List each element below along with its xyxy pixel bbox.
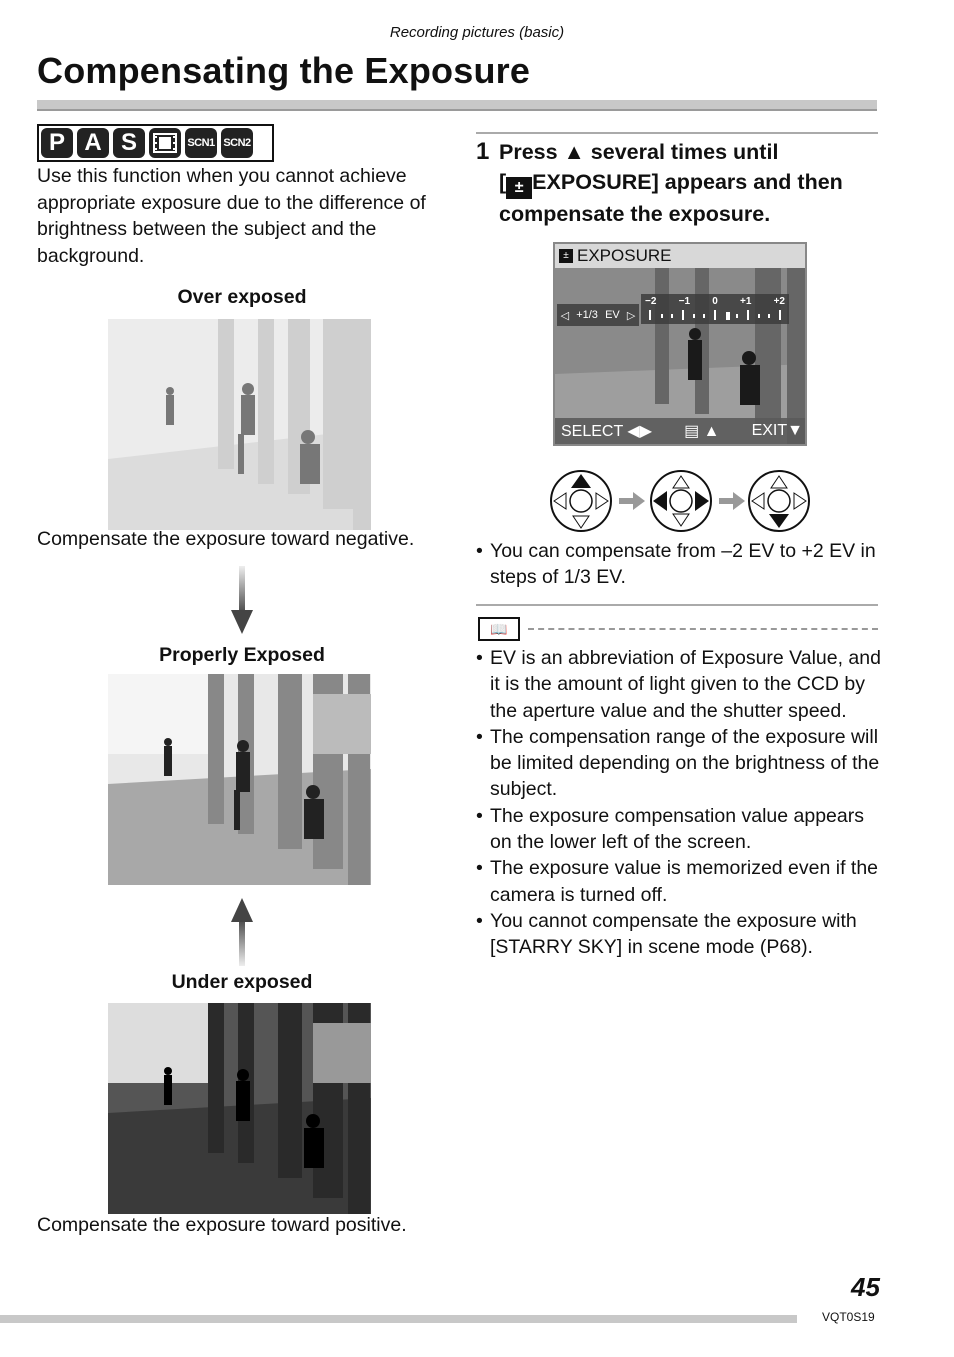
scene2-icon: SCN2 (221, 128, 253, 158)
step-top-rule (476, 132, 878, 134)
scene1-icon: SCN1 (185, 128, 217, 158)
document-code: VQT0S19 (822, 1310, 875, 1324)
over-exposed-caption: Compensate the exposure toward negative. (37, 528, 415, 550)
under-exposed-label: Under exposed (171, 971, 313, 993)
note-item: • The exposure value is memorized even if the camera is turned off. (476, 855, 886, 908)
note-item: • The exposure compensation value appears on the lower left of the screen. (476, 803, 886, 856)
exposure-icon: ± (506, 177, 532, 199)
page-number: 45 (851, 1272, 880, 1302)
cursor-button-up-icon (551, 471, 611, 531)
ev-readout: ◁ +1/3 EV ▷ (557, 304, 639, 326)
cursor-button-sequence (549, 468, 814, 534)
step-line-2: [ ± EXPOSURE] appears and then (499, 167, 884, 199)
ev-unit: EV (605, 309, 620, 321)
notes-list (476, 645, 886, 961)
lcd-select: SELECT ◀▶ (561, 423, 653, 440)
film-mode-icon (149, 128, 181, 158)
mode-icons (37, 124, 274, 162)
ev-value: +1/3 (576, 309, 598, 321)
arrow-up-icon (231, 898, 253, 966)
section-label: Recording pictures (basic) (389, 24, 565, 41)
mode-s-icon: S (113, 128, 145, 158)
camera-lcd (553, 242, 807, 446)
lcd-exposure-icon: ± (559, 249, 573, 263)
lcd-header: ± EXPOSURE (555, 244, 807, 268)
mode-p-icon: P (41, 128, 73, 158)
mode-a-icon: A (77, 128, 109, 158)
note-item: • The compensation range of the exposure will be limited depending on the brightness of the subject. (476, 724, 886, 803)
footer-bar (0, 1315, 797, 1323)
over-exposed-label: Over exposed (177, 286, 307, 308)
page-title: Compensating the Exposure (37, 50, 531, 91)
note-book-icon: 📖 (478, 617, 520, 641)
range-note: • You can compensate from –2 EV to +2 EV in steps of 1/3 EV. (476, 538, 881, 591)
step-line-3: compensate the exposure. (499, 202, 771, 226)
note-item: • EV is an abbreviation of Exposure Value, and it is the amount of light given to the CCD by the aperture value and the shutter speed. (476, 645, 886, 724)
cursor-button-leftright-icon (651, 471, 711, 531)
title-underline (37, 100, 877, 111)
over-exposed-photo (108, 319, 371, 530)
step-line-1: Press ▲ several times until (499, 140, 779, 164)
arrow-down-icon (231, 566, 253, 634)
properly-exposed-label: Properly Exposed (159, 644, 325, 666)
lcd-footer (555, 418, 807, 444)
properly-exposed-photo (108, 674, 371, 885)
under-exposed-caption: Compensate the exposure toward positive. (37, 1214, 407, 1236)
lcd-exit: EXIT▼ (751, 422, 803, 439)
intro-text: Use this function when you cannot achieve appropriate exposure due to the difference of brightness between the subject and the background. (37, 165, 426, 267)
cursor-button-down-icon (749, 471, 809, 531)
ev-scale-labels: −2 −1 0 +1 +2 (645, 296, 785, 307)
step-number: 1 (476, 138, 490, 165)
notes-top-rule (476, 604, 878, 606)
notes-dashed-rule (528, 628, 878, 630)
lcd-review-icon: ▤ ▲ (684, 423, 720, 440)
under-exposed-photo (108, 1003, 371, 1214)
note-item: • You cannot compensate the exposure with [STARRY SKY] in scene mode (P68). (476, 908, 886, 961)
